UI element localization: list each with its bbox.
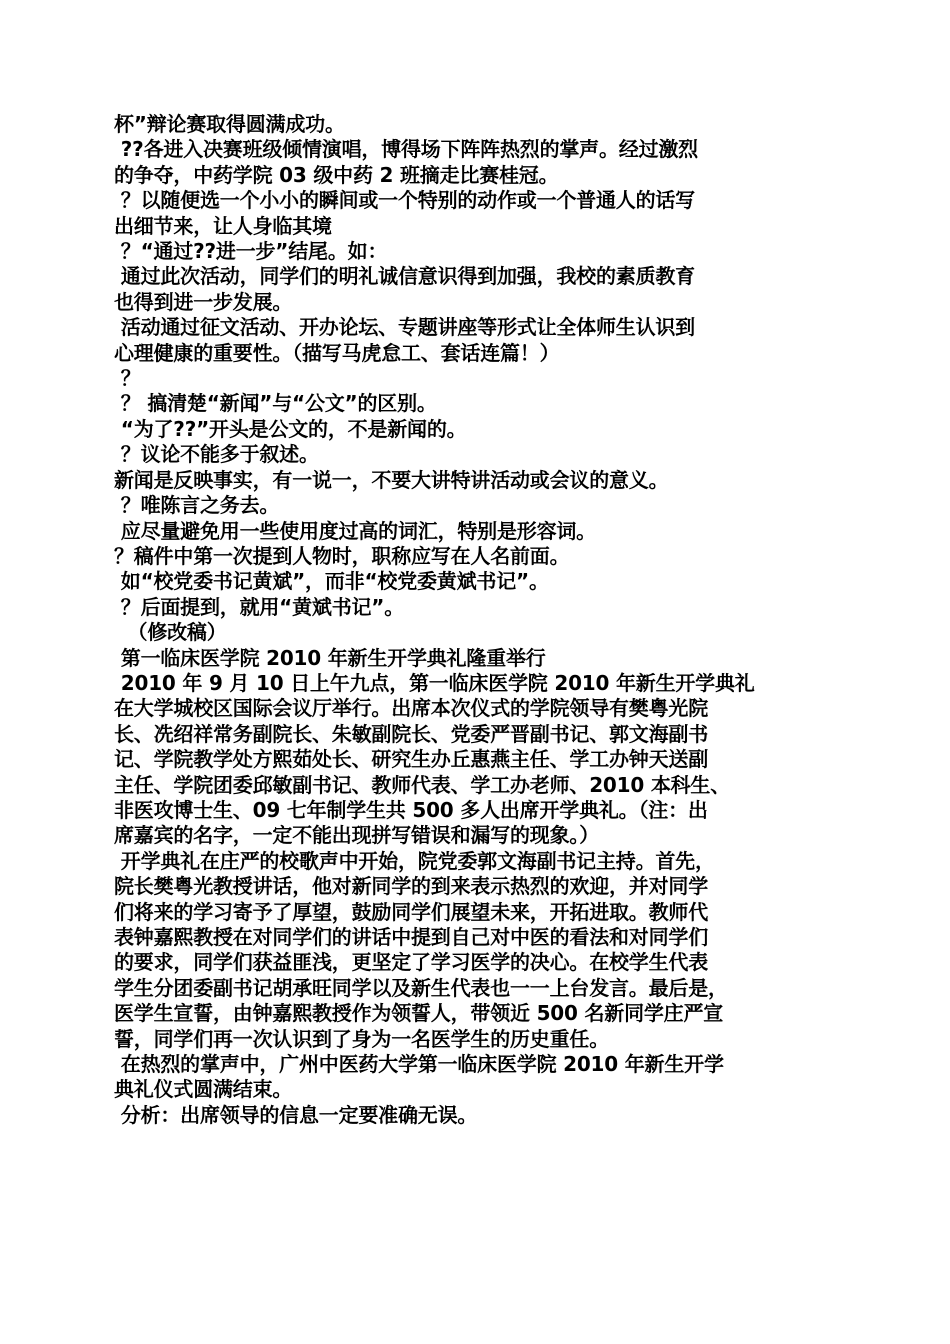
text-line: 的争夺，中药学院 03 级中药 2 班摘走比赛桂冠。: [114, 162, 559, 187]
text-line: ？议论不能多于叙述。: [114, 442, 319, 467]
text-line: 应尽量避免用一些使用度过高的词汇，特别是形容词。: [114, 518, 596, 543]
text-line: 主任、学院团委邱敏副书记、教师代表、学工办老师、2010 本科生、: [114, 772, 731, 797]
text-line: 学生分团委副书记胡承旺同学以及新生代表也一一上台发言。最后是，: [114, 975, 728, 1000]
text-line: 在大学城校区国际会议厅举行。出席本次仪式的学院领导有樊粤光院: [114, 696, 708, 721]
text-line: 长、冼绍祥常务副院长、朱敏副院长、党委严晋副书记、郭文海副书: [114, 721, 708, 746]
text-line: 在热烈的掌声中，广州中医药大学第一临床医学院 2010 年新生开学: [114, 1052, 724, 1077]
text-line: ？稿件中第一次提到人物时，职称应写在人名前面。: [114, 543, 570, 568]
text-line: 出细节来，让人身临其境: [114, 213, 332, 238]
text-line: ？以随便选一个小小的瞬间或一个特别的动作或一个普通人的话写: [114, 188, 695, 213]
text-line: ？ 搞清楚“新闻”与“公文”的区别。: [114, 391, 437, 416]
text-line: （修改稿）: [114, 620, 227, 645]
text-line: “为了??”开头是公文的，不是新闻的。: [114, 416, 467, 441]
article-title: 第一临床医学院 2010 年新生开学典礼隆重举行: [114, 645, 546, 670]
text-line: 分析：出席领导的信息一定要准确无误。: [114, 1102, 478, 1127]
text-line: ？“通过??进一步”结尾。如：: [114, 239, 388, 264]
text-line: ??各进入决赛班级倾情演唱，博得场下阵阵热烈的掌声。经过激烈: [114, 137, 698, 162]
text-line: 誓，同学们再一次认识到了身为一名医学生的历史重任。: [114, 1026, 609, 1051]
text-line: 新闻是反映事实，有一说一，不要大讲特讲活动或会议的意义。: [114, 467, 669, 492]
text-line: 们将来的学习寄予了厚望，鼓励同学们展望未来，开拓进取。教师代: [114, 899, 708, 924]
text-line: 如“校党委书记黄斌”，而非“校党委黄斌书记”。: [114, 569, 549, 594]
text-line: 席嘉宾的名字，一定不能出现拼写错误和漏写的现象。）: [114, 823, 599, 848]
text-line: 典礼仪式圆满结束。: [114, 1077, 293, 1102]
text-line: ？: [114, 366, 141, 391]
text-line: ？后面提到，就用“黄斌书记”。: [114, 594, 405, 619]
text-line: 医学生宣誓，由钟嘉熙教授作为领誓人，带领近 500 名新同学庄严宣: [114, 1001, 724, 1026]
text-line: 通过此次活动，同学们的明礼诚信意识得到加强，我校的素质教育: [114, 264, 695, 289]
text-line: 2010 年 9 月 10 日上午九点，第一临床医学院 2010 年新生开学典礼: [114, 670, 755, 695]
text-line: 非医攻博士生、09 七年制学生共 500 多人出席开学典礼。（注：出: [114, 797, 708, 822]
text-line: 心理健康的重要性。（描写马虎怠工、套话连篇！）: [114, 340, 560, 365]
text-line: 的要求，同学们获益匪浅，更坚定了学习医学的决心。在校学生代表: [114, 950, 708, 975]
text-line: 表钟嘉熙教授在对同学们的讲话中提到自己对中医的看法和对同学们: [114, 925, 708, 949]
text-line: 院长樊粤光教授讲话，他对新同学的到来表示热烈的欢迎，并对同学: [114, 874, 708, 899]
text-line: 也得到进一步发展。: [114, 289, 293, 314]
text-line: 记、学院教学处方熙茹处长、研究生办丘惠燕主任、学工办钟天送副: [114, 747, 708, 772]
text-line: 活动通过征文活动、开办论坛、专题讲座等形式让全体师生认识到: [114, 315, 695, 340]
document-body: [114, 112, 834, 1128]
text-line: ？唯陈言之务去。: [114, 493, 280, 518]
text-line: 杯”辩论赛取得圆满成功。: [114, 112, 345, 136]
text-line: 开学典礼在庄严的校歌声中开始，院党委郭文海副书记主持。首先，: [114, 848, 715, 873]
